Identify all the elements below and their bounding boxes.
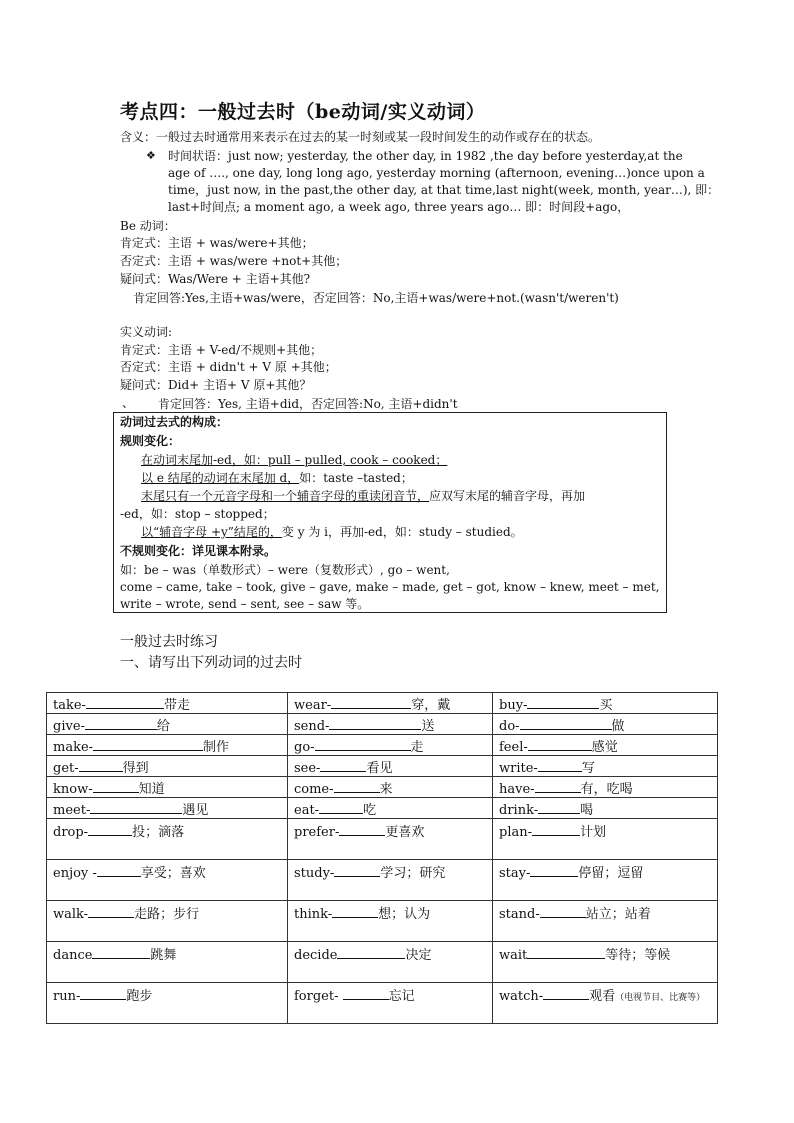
action-negative: 否定式：主语 + didn't + V 原 +其他； — [120, 360, 337, 374]
exercise-cell — [493, 756, 718, 777]
exercise-cell — [493, 714, 718, 735]
verb-word: stay- — [499, 866, 531, 881]
answer-blank[interactable] — [532, 823, 580, 836]
rule-y-to-i: 以“辅音字母 +y”结尾的，变 y 为 i，再加-ed，如：study – studied。 — [141, 525, 523, 539]
answer-blank[interactable] — [331, 696, 411, 709]
verb-meaning: 观看 — [589, 989, 616, 1004]
answer-blank[interactable] — [535, 780, 581, 793]
irregular-examples: 如：be – was（单数形式）– were（复数形式）, go – went, — [120, 563, 450, 577]
exercise-cell — [493, 735, 718, 756]
verb-word: do- — [499, 718, 520, 734]
answer-blank[interactable] — [93, 780, 139, 793]
verb-word: get- — [53, 760, 79, 776]
be-affirmative: 肯定式：主语 + was/were+其他； — [120, 236, 314, 250]
verb-word: drop- — [53, 825, 89, 840]
exercise-row — [47, 735, 718, 756]
action-verb-heading: 实义动词: — [120, 325, 173, 339]
answer-blank[interactable] — [329, 717, 421, 730]
exercise-row — [47, 819, 718, 860]
verb-meaning: 走路；步行 — [134, 907, 200, 922]
verb-meaning: 走 — [410, 739, 424, 755]
answer-blank[interactable] — [315, 738, 411, 751]
practice-title: 一般过去时练习 — [120, 634, 218, 650]
answer-blank[interactable] — [339, 823, 385, 836]
verb-word: meet- — [53, 802, 91, 818]
answer-blank[interactable] — [90, 801, 182, 814]
exercise-cell — [288, 901, 493, 942]
rule-double-consonant-cont: -ed，如：stop – stopped； — [120, 507, 275, 521]
verb-meaning: 有，吃喝 — [580, 781, 633, 797]
verb-meaning: 带走 — [163, 697, 190, 713]
verb-word: plan- — [499, 825, 532, 840]
answer-blank[interactable] — [97, 864, 141, 877]
answer-blank[interactable] — [320, 759, 366, 772]
past-tense-exercise-table — [46, 692, 718, 1024]
answer-blank[interactable] — [530, 864, 578, 877]
answer-blank[interactable] — [80, 987, 126, 1000]
exercise-cell — [288, 798, 493, 819]
exercise-cell — [288, 693, 493, 714]
rule-add-d: 以 e 结尾的动词在末尾加 d，如：taste –tasted； — [141, 471, 413, 485]
verb-word: go- — [294, 739, 315, 755]
answer-blank[interactable] — [337, 946, 405, 959]
exercise-cell — [288, 819, 493, 860]
verb-meaning: 来 — [379, 781, 393, 797]
exercise-row — [47, 860, 718, 901]
past-tense-rules-box — [113, 412, 667, 613]
action-answer: 肯定回答：Yes, 主语+did，否定回答:No, 主语+didn't — [158, 397, 458, 411]
answer-blank[interactable] — [543, 987, 589, 1000]
verb-word: enjoy - — [53, 866, 97, 881]
rule-double-consonant: 末尾只有一个元音字母和一个辅音字母的重读闭音节，应双写末尾的辅音字母，再加 — [141, 489, 586, 503]
exercise-cell — [493, 819, 718, 860]
exercise-cell — [288, 942, 493, 983]
answer-blank[interactable] — [520, 717, 612, 730]
answer-blank[interactable] — [528, 738, 592, 751]
time-adverbial-line: last+时间点; a moment ago, a week ago, three years ago… 即：时间段+ago， — [168, 200, 630, 214]
verb-meaning: 想；认为 — [378, 907, 431, 922]
exercise-row — [47, 714, 718, 735]
be-answer: 肯定回答:Yes,主语+was/were，否定回答：No,主语+was/were+not.(wasn't/weren't) — [133, 291, 619, 305]
irregular-heading: 不规则变化：详见课本附录。 — [120, 544, 277, 558]
verb-meaning: 更喜欢 — [385, 825, 425, 840]
exercise-cell — [47, 777, 288, 798]
be-question: 疑问式：Was/Were + 主语+其他? — [120, 272, 311, 286]
exercise-cell — [493, 983, 718, 1024]
answer-blank[interactable] — [86, 696, 164, 709]
be-verb-heading: Be 动词： — [120, 219, 176, 233]
verb-word: study- — [294, 866, 335, 881]
verb-word: see- — [294, 760, 321, 776]
exercise-cell — [493, 942, 718, 983]
exercise-row — [47, 901, 718, 942]
verb-meaning: 决定 — [405, 948, 432, 963]
verb-meaning: 给 — [156, 718, 170, 734]
verb-word: decide — [294, 948, 338, 963]
verb-word: eat- — [294, 802, 320, 818]
exercise-cell — [288, 714, 493, 735]
diamond-bullet-icon: ❖ — [146, 149, 156, 162]
answer-blank[interactable] — [527, 946, 605, 959]
answer-blank[interactable] — [88, 823, 132, 836]
answer-blank[interactable] — [343, 987, 389, 1000]
verb-meaning: 投；滴落 — [132, 825, 185, 840]
verb-word: dance — [53, 948, 93, 963]
answer-blank[interactable] — [79, 759, 123, 772]
verb-meaning: 知道 — [138, 781, 165, 797]
verb-word: forget- — [294, 989, 343, 1004]
exercise-cell — [493, 777, 718, 798]
exercise-cell — [47, 983, 288, 1024]
exercise-cell — [493, 798, 718, 819]
verb-meaning: 跳舞 — [150, 948, 177, 963]
exercise-row — [47, 983, 718, 1024]
exercise-row — [47, 756, 718, 777]
definition: 含义：一般过去时通常用来表示在过去的某一时刻或某一段时间发生的动作或存在的状态。 — [120, 130, 601, 144]
verb-meaning: 做 — [611, 718, 625, 734]
action-question: 疑问式：Did+ 主语+ V 原+其他？ — [120, 378, 312, 392]
page-title: 考点四：一般过去时（be动词/实义动词） — [120, 101, 486, 123]
verb-word: drink- — [499, 802, 539, 818]
exercise-cell — [47, 860, 288, 901]
verb-meaning: 停留；逗留 — [578, 866, 644, 881]
verb-word: wait — [499, 948, 528, 963]
exercise-cell — [47, 798, 288, 819]
verb-meaning: 站立；站着 — [585, 907, 651, 922]
exercise-row — [47, 798, 718, 819]
practice-section-title: 一、请写出下列动词的过去时 — [120, 655, 302, 671]
verb-word: have- — [499, 781, 535, 797]
verb-meaning: 喝 — [580, 802, 594, 818]
answer-blank[interactable] — [334, 780, 380, 793]
verb-meaning: 看见 — [366, 760, 393, 776]
action-answer-mark: 、 — [122, 396, 135, 410]
regular-heading: 规则变化： — [120, 434, 181, 448]
exercise-cell — [47, 714, 288, 735]
verb-word: wear- — [294, 697, 332, 713]
answer-blank[interactable] — [93, 738, 203, 751]
verb-meaning: 跑步 — [126, 989, 153, 1004]
time-adverbial-line: 时间状语：just now; yesterday, the other day, in 1982 ,the day before yesterday,at the — [168, 149, 683, 163]
verb-word: send- — [294, 718, 330, 734]
answer-blank[interactable] — [538, 759, 582, 772]
exercise-cell — [288, 860, 493, 901]
verb-meaning: 遇见 — [182, 802, 209, 818]
verb-word: stand- — [499, 907, 540, 922]
time-adverbial-line: age of …., one day, long long ago, yesterday morning (afternoon, evening…)once upon a — [168, 166, 705, 180]
answer-blank[interactable] — [334, 864, 380, 877]
verb-word: run- — [53, 989, 81, 1004]
verb-meaning: 计划 — [580, 825, 607, 840]
verb-note: （电视节目、比赛等） — [615, 993, 706, 1003]
exercise-cell — [493, 901, 718, 942]
exercise-cell — [288, 777, 493, 798]
exercise-cell — [47, 942, 288, 983]
verb-word: think- — [294, 907, 333, 922]
verb-word: give- — [53, 718, 85, 734]
verb-meaning: 吃 — [363, 802, 377, 818]
verb-word: write- — [499, 760, 538, 776]
exercise-cell — [47, 735, 288, 756]
be-negative: 否定式：主语 + was/were +not+其他； — [120, 254, 348, 268]
answer-blank[interactable] — [319, 801, 363, 814]
verb-meaning: 享受；喜欢 — [140, 866, 206, 881]
exercise-cell — [288, 983, 493, 1024]
answer-blank[interactable] — [538, 801, 580, 814]
exercise-row — [47, 942, 718, 983]
answer-blank[interactable] — [92, 946, 150, 959]
irregular-examples: write – wrote, send – sent, see – saw 等。 — [120, 597, 370, 611]
exercise-cell — [493, 860, 718, 901]
answer-blank[interactable] — [540, 905, 586, 918]
irregular-examples: come – came, take – took, give – gave, make – made, get – got, know – knew, meet – met, — [120, 580, 660, 594]
exercise-cell — [493, 693, 718, 714]
verb-meaning: 学习；研究 — [380, 866, 446, 881]
verb-meaning: 买 — [599, 697, 613, 713]
verb-word: feel- — [499, 739, 528, 755]
exercise-cell — [47, 819, 288, 860]
verb-word: buy- — [499, 697, 528, 713]
verb-word: watch- — [499, 989, 544, 1004]
verb-meaning: 写 — [581, 760, 595, 776]
verb-meaning: 感觉 — [591, 739, 618, 755]
answer-blank[interactable] — [332, 905, 378, 918]
verb-meaning: 得到 — [122, 760, 149, 776]
exercise-cell — [47, 693, 288, 714]
exercise-row — [47, 693, 718, 714]
exercise-cell — [47, 901, 288, 942]
exercise-cell — [288, 735, 493, 756]
verb-meaning: 穿，戴 — [411, 697, 451, 713]
exercise-row — [47, 777, 718, 798]
verb-meaning: 忘记 — [388, 989, 415, 1004]
verb-word: walk- — [53, 907, 89, 922]
verb-meaning: 制作 — [203, 739, 230, 755]
time-adverbial-line: time，just now, in the past,the other day, at that time,last night(week, month, year…), 即： — [168, 183, 720, 197]
rule-add-ed: 在动词末尾加-ed，如：pull – pulled, cook – cooked； — [141, 453, 448, 467]
answer-blank[interactable] — [88, 905, 134, 918]
exercise-cell — [288, 756, 493, 777]
answer-blank[interactable] — [85, 717, 157, 730]
verb-word: make- — [53, 739, 94, 755]
verb-meaning: 等待；等候 — [605, 948, 671, 963]
verb-word: know- — [53, 781, 93, 797]
verb-meaning: 送 — [421, 718, 435, 734]
verb-word: come- — [294, 781, 334, 797]
verb-word: prefer- — [294, 825, 340, 840]
answer-blank[interactable] — [527, 696, 599, 709]
action-affirmative: 肯定式：主语 + V-ed/不规则+其他； — [120, 343, 323, 357]
rules-heading: 动词过去式的构成： — [120, 415, 229, 429]
exercise-cell — [47, 756, 288, 777]
verb-word: take- — [53, 697, 86, 713]
